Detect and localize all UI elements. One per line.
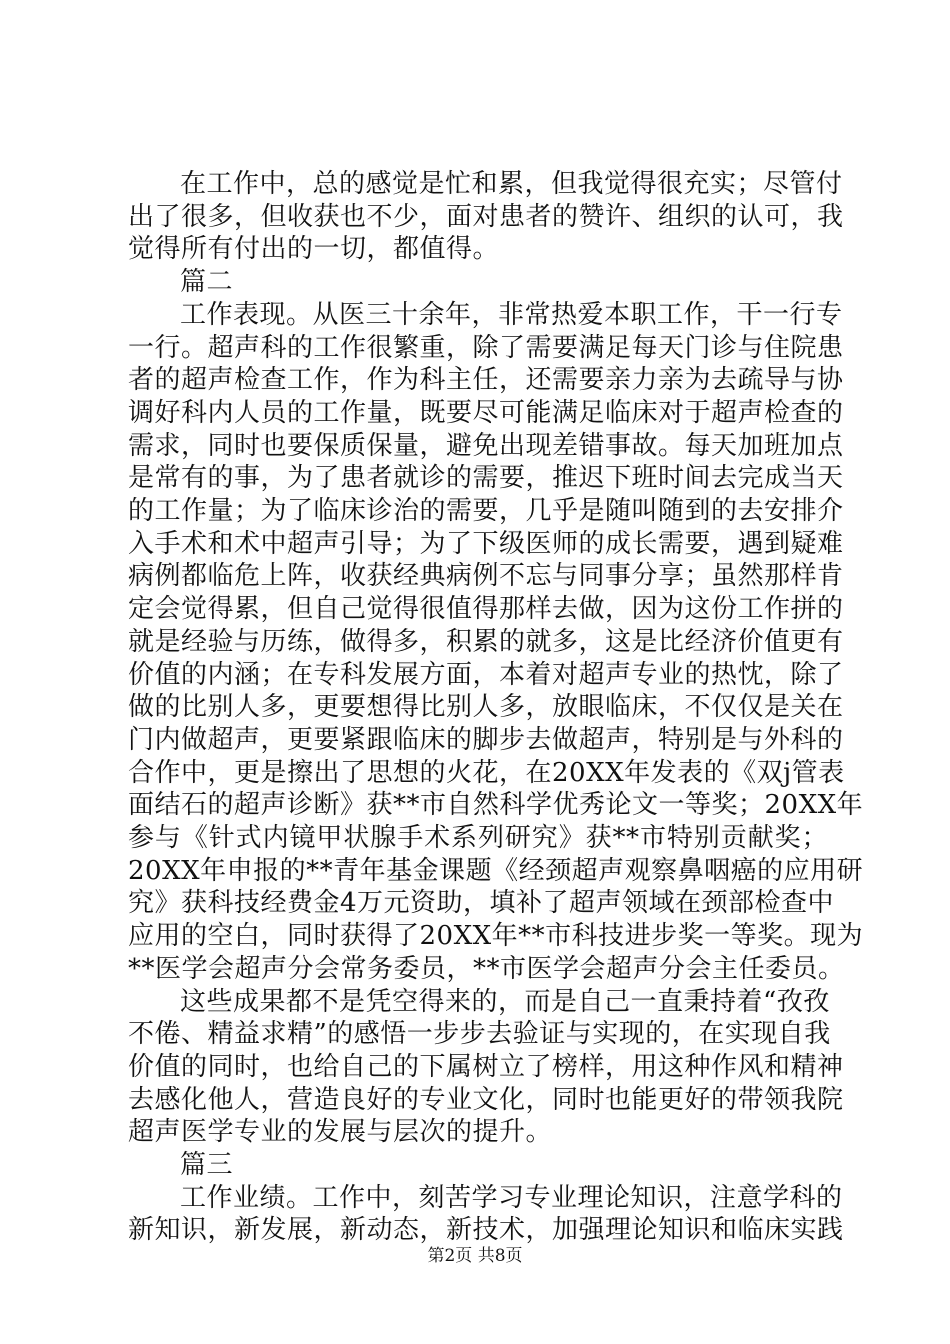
text-line: 不倦、精益求精”的感悟一步步去验证与实现的，在实现自我 bbox=[128, 1019, 831, 1049]
text-line: 出了很多，但收获也不少，面对患者的赞许、组织的认可，我 bbox=[128, 202, 844, 232]
text-line: 做的比别人多，更要想得比别人多，放眼临床，不仅仅是关在 bbox=[128, 692, 844, 722]
text-line: 合作中，更是擦出了思想的火花，在20XX年发表的《双j管表 bbox=[128, 758, 845, 788]
page-number-footer: 第2页 共8页 bbox=[427, 1246, 523, 1266]
text-line: 者的超声检查工作，作为科主任，还需要亲力亲为去疏导与协 bbox=[128, 365, 844, 395]
text-line: 究》获科技经费金4万元资助，填补了超声领域在颈部检查中 bbox=[128, 888, 835, 918]
text-line: 这些成果都不是凭空得来的，而是自己一直秉持着“孜孜 bbox=[180, 987, 830, 1017]
text-line: 应用的空白，同时获得了20XX年**市科技进步奖一等奖。现为 bbox=[128, 921, 864, 951]
text-line: 参与《针式内镜甲状腺手术系列研究》获**市特别贡献奖； bbox=[128, 823, 828, 853]
text-line: 门内做超声，更要紧跟临床的脚步去做超声，特别是与外科的 bbox=[128, 725, 844, 755]
text-line: 定会觉得累，但自己觉得很值得那样去做，因为这份工作拼的 bbox=[128, 594, 844, 624]
text-line: **医学会超声分会常务委员，**市医学会超声分会主任委员。 bbox=[128, 954, 845, 984]
text-line: 工作表现。从医三十余年，非常热爱本职工作，干一行专 bbox=[180, 300, 843, 330]
text-line: 觉得所有付出的一切，都值得。 bbox=[128, 234, 500, 264]
text-line: 就是经验与历练，做得多，积累的就多，这是比经济价值更有 bbox=[128, 627, 844, 657]
section-heading: 篇三 bbox=[180, 1150, 234, 1180]
text-line: 价值的内涵；在专科发展方面，本着对超声专业的热忱，除了 bbox=[128, 660, 844, 690]
text-line: 工作业绩。工作中，刻苦学习专业理论知识，注意学科的 bbox=[180, 1183, 843, 1213]
text-line: 在工作中，总的感觉是忙和累，但我觉得很充实；尽管付 bbox=[180, 169, 843, 199]
text-line: 一行。超声科的工作很繁重，除了需要满足每天门诊与住院患 bbox=[128, 333, 844, 363]
text-line: 价值的同时，也给自己的下属树立了榜样，用这种作风和精神 bbox=[128, 1052, 844, 1082]
text-line: 的工作量；为了临床诊治的需要，几乎是随叫随到的去安排介 bbox=[128, 496, 844, 526]
section-heading: 篇二 bbox=[180, 267, 234, 297]
text-line: 入手术和术中超声引导；为了下级医师的成长需要，遇到疑难 bbox=[128, 529, 844, 559]
text-line: 是常有的事，为了患者就诊的需要，推迟下班时间去完成当天 bbox=[128, 463, 844, 493]
text-line: 调好科内人员的工作量，既要尽可能满足临床对于超声检查的 bbox=[128, 398, 844, 428]
text-line: 病例都临危上阵，收获经典病例不忘与同事分享；虽然那样肯 bbox=[128, 561, 844, 591]
text-line: 20XX年申报的**青年基金课题《经颈超声观察鼻咽癌的应用研 bbox=[128, 856, 864, 886]
text-line: 超声医学专业的发展与层次的提升。 bbox=[128, 1117, 553, 1147]
text-line: 面结石的超声诊断》获**市自然科学优秀论文一等奖；20XX年 bbox=[128, 790, 864, 820]
text-line: 新知识，新发展，新动态，新技术，加强理论知识和临床实践 bbox=[128, 1215, 844, 1245]
text-line: 需求，同时也要保质保量，避免出现差错事故。每天加班加点 bbox=[128, 431, 844, 461]
text-line: 去感化他人，营造良好的专业文化，同时也能更好的带领我院 bbox=[128, 1085, 844, 1115]
